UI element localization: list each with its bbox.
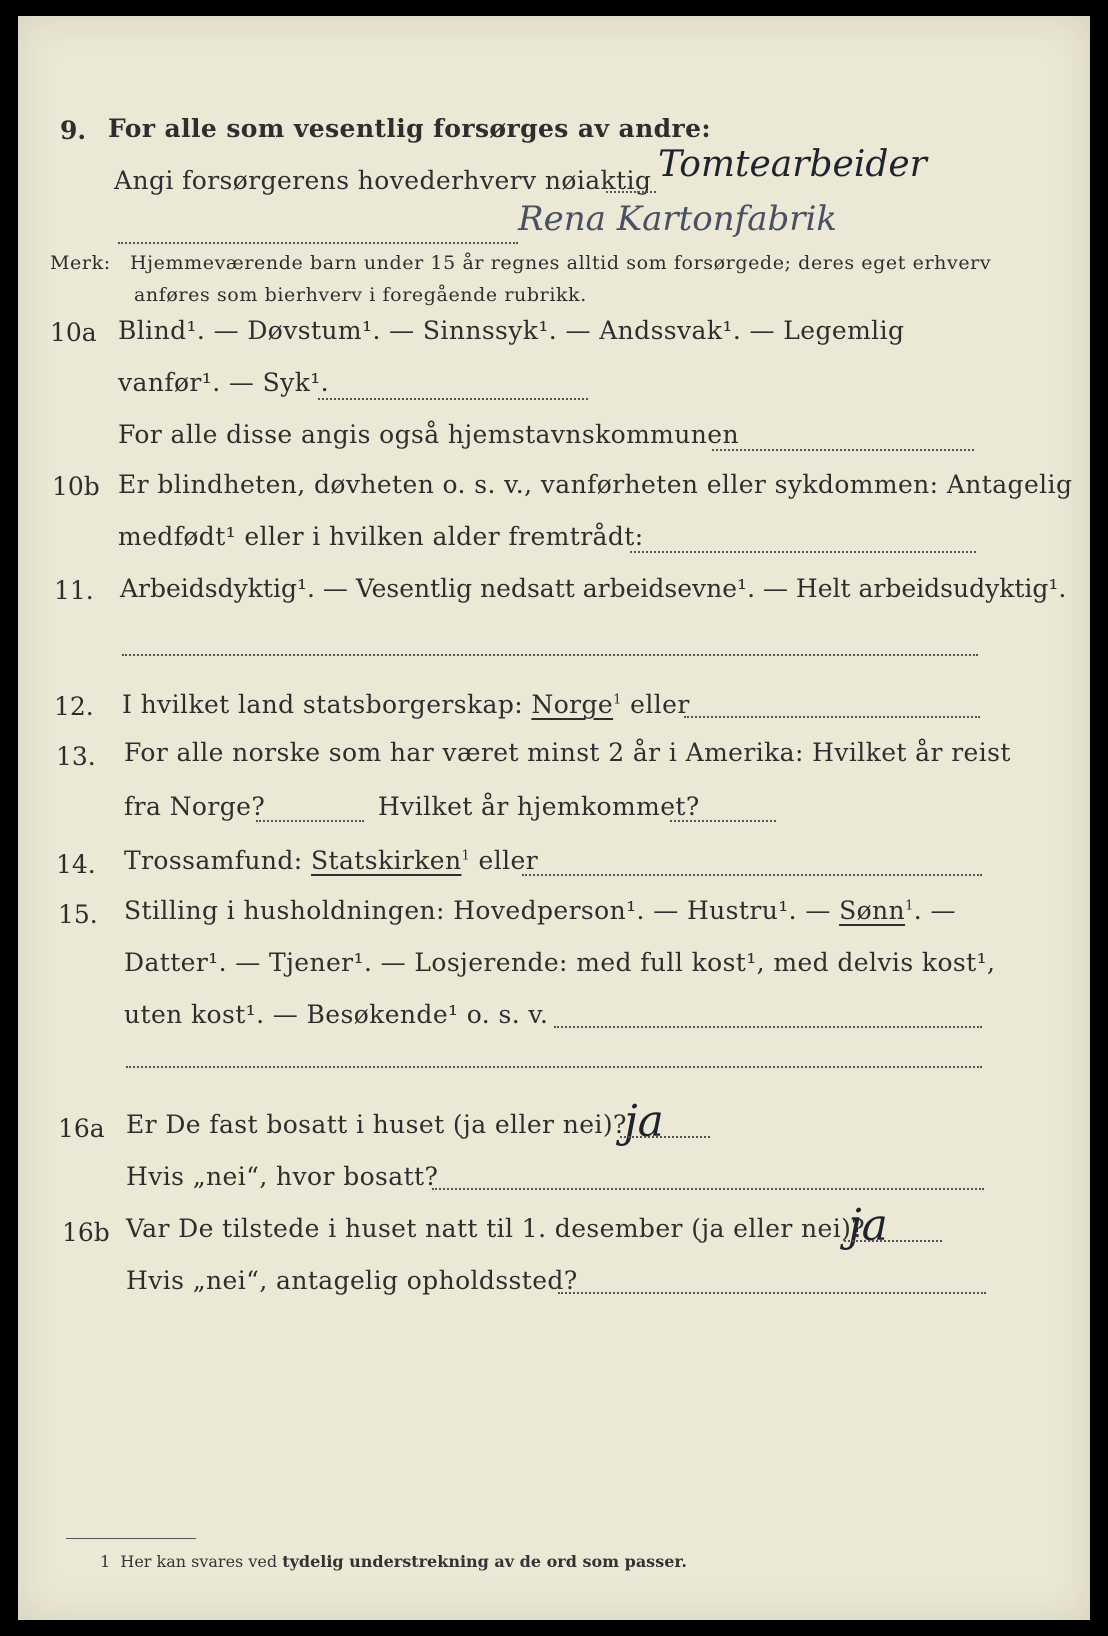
q16a-dots-1 xyxy=(620,1136,710,1138)
merk-text-1: Hjemmeværende barn under 15 år regnes alltid som forsørgede; deres eget erhverv xyxy=(130,252,992,274)
q15-text-1b: — xyxy=(930,896,956,925)
q12-dots xyxy=(684,716,980,718)
q12-suffix: eller xyxy=(630,690,690,719)
q15-text-2: Datter¹. — Tjener¹. — Losjerende: med full kost¹, med delvis kost¹, xyxy=(124,948,996,977)
q15-number: 15. xyxy=(58,900,98,929)
q13-text-2b: Hvilket år hjemkommet? xyxy=(378,792,700,821)
q16b-text-1: Var De tilstede i huset natt til 1. desember (ja eller nei)? xyxy=(126,1214,866,1243)
footnote-rule xyxy=(66,1538,196,1539)
q15-dots-1 xyxy=(554,1026,982,1028)
q16a-text-2: Hvis „nei“, hvor bosatt? xyxy=(126,1162,439,1191)
q12-underlined: Norge xyxy=(531,690,614,719)
q9-dots-2 xyxy=(118,242,518,244)
q14-dots xyxy=(522,874,982,876)
q9-dots-1 xyxy=(606,191,656,193)
footnote xyxy=(100,1552,687,1571)
q10a-dots-1 xyxy=(318,398,588,400)
q11-number: 11. xyxy=(54,576,94,605)
q15-text-1: Stilling i husholdningen: Hovedperson¹. — Hustru¹. — Sønn$^1$. — xyxy=(124,896,956,925)
q10a-text-1: Blind¹. — Døvstum¹. — Sinnssyk¹. — Andssvak¹. — Legemlig xyxy=(118,316,905,345)
q16b-number: 16b xyxy=(62,1218,110,1247)
q14-underlined: Statskirken xyxy=(311,846,462,875)
footnote-bold: tydelig understrekning av de ord som passer. xyxy=(282,1552,687,1571)
q16a-text-1: Er De fast bosatt i huset (ja eller nei)? xyxy=(126,1110,627,1139)
q12-text: I hvilket land statsborgerskap: Norge$^1$ eller xyxy=(122,690,690,719)
q13-dots-2 xyxy=(670,820,776,822)
q9-text-2: Angi forsørgerens hovederhverv nøiaktig xyxy=(114,166,652,195)
q13-text-1: For alle norske som har været minst 2 år i Amerika: Hvilket år reist xyxy=(124,738,1011,767)
q10a-text-3: For alle disse angis også hjemstavnskommunen xyxy=(118,420,739,449)
q12-number: 12. xyxy=(54,692,94,721)
q15-text-1a: Stilling i husholdningen: Hovedperson¹. — Hustru¹. — xyxy=(124,896,831,925)
q9-text-1: For alle som vesentlig forsørges av andre: xyxy=(108,114,712,143)
q10b-number: 10b xyxy=(52,472,100,501)
q10a-dots-2 xyxy=(712,449,974,451)
q16b-answer: ja xyxy=(848,1200,888,1251)
q13-text-2a: fra Norge? xyxy=(124,792,266,821)
q10a-text-2: vanfør¹. — Syk¹. xyxy=(118,368,330,397)
q14-suffix: eller xyxy=(478,846,539,875)
q16b-dots-1 xyxy=(844,1240,942,1242)
form-page xyxy=(18,16,1090,1620)
q13-number: 13. xyxy=(56,742,96,771)
q16b-dots-2 xyxy=(558,1292,986,1294)
q10b-text-2: medfødt¹ eller i hvilken alder fremtrådt: xyxy=(118,522,644,551)
q9-number: 9. xyxy=(60,116,87,145)
q15-text-3: uten kost¹. — Besøkende¹ o. s. v. xyxy=(124,1000,549,1029)
q10b-dots xyxy=(630,551,976,553)
q11-text-1: Arbeidsdyktig¹. — Vesentlig nedsatt arbeidsevne¹. — Helt arbeidsudyktig¹. xyxy=(120,574,1067,603)
q15-dots-2 xyxy=(126,1066,982,1068)
q14-number: 14. xyxy=(56,850,96,879)
q12-prefix: I hvilket land statsborgerskap: xyxy=(122,690,524,719)
q10b-text-1: Er blindheten, døvheten o. s. v., vanførheten eller sykdommen: Antagelig xyxy=(118,470,1073,499)
footnote-marker: 1 xyxy=(100,1552,111,1571)
footnote-text: Her kan svares ved xyxy=(120,1552,278,1571)
merk-text-2: anføres som bierhverv i foregående rubrikk. xyxy=(134,284,587,306)
q9-answer-employer: Rena Kartonfabrik xyxy=(518,199,837,239)
q13-dots-1 xyxy=(256,820,364,822)
q14-prefix: Trossamfund: xyxy=(124,846,303,875)
q16a-number: 16a xyxy=(58,1114,105,1143)
q16b-text-2: Hvis „nei“, antagelig opholdssted? xyxy=(126,1266,578,1295)
q11-dots xyxy=(122,654,978,656)
q9-answer-occupation: Tomtearbeider xyxy=(658,144,927,185)
merk-label: Merk: xyxy=(50,252,111,274)
q14-text: Trossamfund: Statskirken$^1$ eller xyxy=(124,846,539,875)
q16a-answer: ja xyxy=(624,1096,664,1147)
q10a-number: 10a xyxy=(50,318,97,347)
q15-underlined: Sønn xyxy=(839,896,906,925)
q16a-dots-2 xyxy=(432,1188,984,1190)
